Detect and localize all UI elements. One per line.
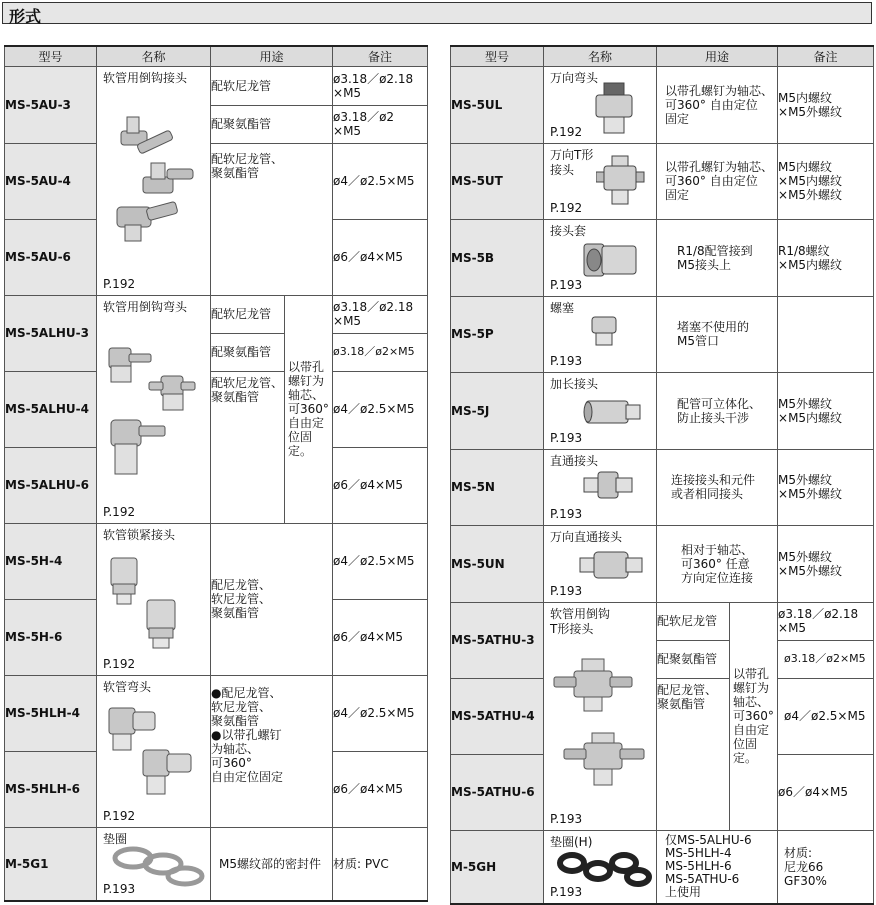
page-ref: P.193 bbox=[103, 882, 136, 896]
header-use: 用途 bbox=[657, 46, 778, 66]
product-name: 接头套 bbox=[550, 223, 587, 238]
use-cell: 配软尼龙管、 聚氨酯管 bbox=[211, 371, 285, 523]
page-ref: P.192 bbox=[103, 808, 136, 823]
adapter-bushing-image bbox=[582, 236, 642, 284]
product-cell-gh bbox=[544, 830, 657, 904]
note-cell: 材质: PVC bbox=[333, 827, 428, 901]
barb-fitting-image bbox=[107, 107, 197, 247]
universal-nipple-image bbox=[578, 544, 646, 588]
note-cell: M5外螺纹 ×M5外螺纹 bbox=[778, 525, 874, 602]
note-cell: ø3.18／ø2.18 ×M5 bbox=[778, 602, 874, 640]
product-name: 加长接头 bbox=[550, 376, 599, 391]
product-cell-j bbox=[544, 372, 657, 449]
header-use: 用途 bbox=[211, 46, 333, 66]
use-cell: 仅MS-5ALHU-6 MS-5HLH-4 MS-5HLH-6 MS-5ATHU-6 上使用 bbox=[657, 830, 778, 904]
product-cell-p bbox=[544, 296, 657, 372]
model-cell: MS-5H-4 bbox=[5, 523, 97, 599]
model-cell: MS-5B bbox=[451, 219, 544, 296]
model-cell: MS-5ALHU-4 bbox=[5, 371, 97, 447]
header-name: 名称 bbox=[97, 46, 211, 66]
barb-elbow-image bbox=[101, 338, 201, 488]
product-name: 垫圈 bbox=[103, 831, 128, 846]
product-cell-n bbox=[544, 449, 657, 525]
note-cell: ø6／ø4×M5 bbox=[333, 219, 428, 295]
model-cell: M-5G1 bbox=[5, 827, 97, 901]
use-cell: 配软尼龙管、 聚氨酯管 bbox=[211, 143, 333, 295]
header-model: 型号 bbox=[451, 46, 544, 66]
page-ref: P.193 bbox=[550, 506, 583, 521]
page-ref: P.193 bbox=[550, 885, 583, 899]
use-cell: M5螺纹部的密封件 bbox=[211, 827, 333, 901]
use-cell: R1/8配管接到 M5接头上 bbox=[657, 219, 778, 296]
note-cell: ø6／ø4×M5 bbox=[333, 599, 428, 675]
section-title: 形式 bbox=[9, 7, 42, 26]
use-cell: 配聚氨酯管 bbox=[211, 333, 285, 371]
page-ref: P.193 bbox=[550, 811, 583, 826]
model-cell: MS-5UT bbox=[451, 143, 544, 219]
product-cell-alhu bbox=[97, 295, 211, 523]
use-cell: 配软尼龙管 bbox=[657, 602, 730, 640]
note-cell: ø4／ø2.5×M5 bbox=[778, 678, 874, 754]
model-cell: MS-5ATHU-6 bbox=[451, 754, 544, 830]
nipple-image bbox=[580, 466, 640, 506]
product-name: 螺塞 bbox=[550, 300, 575, 315]
use-cell: 连接接头和元件 或者相同接头 bbox=[657, 449, 778, 525]
product-name: 软管弯头 bbox=[103, 679, 152, 694]
model-cell: MS-5ALHU-6 bbox=[5, 447, 97, 523]
product-cell-ut bbox=[544, 143, 657, 219]
model-cell: MS-5HLH-6 bbox=[5, 751, 97, 827]
model-cell: MS-5N bbox=[451, 449, 544, 525]
model-cell: MS-5HLH-4 bbox=[5, 675, 97, 751]
use-cell: 配软尼龙管 bbox=[211, 295, 285, 333]
extension-image bbox=[580, 391, 644, 435]
header-name: 名称 bbox=[544, 46, 657, 66]
hose-elbow-image bbox=[103, 702, 203, 812]
note-cell: M5内螺纹 ×M5外螺纹 bbox=[778, 66, 874, 143]
note-cell: ø3.18／ø2 ×M5 bbox=[333, 105, 428, 143]
left-spec-table bbox=[4, 45, 428, 902]
model-cell: MS-5ATHU-4 bbox=[451, 678, 544, 754]
note-cell: ø6／ø4×M5 bbox=[333, 751, 428, 827]
header-note: 备注 bbox=[778, 46, 874, 66]
product-cell-b bbox=[544, 219, 657, 296]
product-name: 垫圈(H) bbox=[550, 834, 593, 849]
note-cell: ø4／ø2.5×M5 bbox=[333, 523, 428, 599]
product-cell-g1 bbox=[97, 827, 211, 901]
plug-image bbox=[584, 313, 624, 353]
barb-tee-image bbox=[548, 653, 652, 793]
right-spec-table bbox=[450, 45, 874, 905]
product-name: 软管用倒钩接头 bbox=[103, 70, 188, 85]
use-cell: 配软尼龙管 bbox=[211, 66, 333, 105]
use-extra-cell: 以带孔 螺钉为 轴芯、 可360° 自由定 位固定。 bbox=[730, 602, 778, 830]
section-title-bar bbox=[2, 2, 872, 24]
use-cell: 配管可立体化、 防止接头干涉 bbox=[657, 372, 778, 449]
model-cell: MS-5ALHU-3 bbox=[5, 295, 97, 371]
product-cell-hlh bbox=[97, 675, 211, 827]
model-cell: MS-5J bbox=[451, 372, 544, 449]
page-ref: P.193 bbox=[550, 277, 583, 292]
note-cell bbox=[778, 296, 874, 372]
product-name: 软管锁紧接头 bbox=[103, 527, 176, 542]
header-note: 备注 bbox=[333, 46, 428, 66]
note-cell: ø6／ø4×M5 bbox=[778, 754, 874, 830]
page-ref: P.192 bbox=[103, 276, 136, 291]
model-cell: MS-5UN bbox=[451, 525, 544, 602]
product-name: 万向直通接头 bbox=[550, 529, 623, 544]
use-cell: 堵塞不使用的 M5管口 bbox=[657, 296, 778, 372]
note-cell: ø3.18／ø2×M5 bbox=[778, 640, 874, 678]
universal-tee-image bbox=[596, 154, 646, 210]
header-model: 型号 bbox=[5, 46, 97, 66]
page-ref: P.192 bbox=[103, 504, 136, 519]
note-cell: M5外螺纹 ×M5内螺纹 bbox=[778, 372, 874, 449]
note-cell: M5外螺纹 ×M5外螺纹 bbox=[778, 449, 874, 525]
model-cell: M-5GH bbox=[451, 830, 544, 904]
note-cell: ø6／ø4×M5 bbox=[333, 447, 428, 523]
product-cell-ul bbox=[544, 66, 657, 143]
note-cell: M5内螺纹 ×M5内螺纹 ×M5外螺纹 bbox=[778, 143, 874, 219]
page-ref: P.192 bbox=[550, 124, 583, 139]
model-cell: MS-5AU-3 bbox=[5, 66, 97, 143]
note-cell: R1/8螺纹 ×M5内螺纹 bbox=[778, 219, 874, 296]
gasket-image bbox=[109, 844, 209, 888]
lock-fitting-image bbox=[103, 552, 203, 652]
note-cell: 材质: 尼龙66 GF30% bbox=[778, 830, 874, 904]
product-cell-h bbox=[97, 523, 211, 675]
product-name: 直通接头 bbox=[550, 453, 599, 468]
universal-elbow-image bbox=[590, 81, 640, 137]
product-name: 软管用倒钩弯头 bbox=[103, 299, 188, 314]
note-cell: ø4／ø2.5×M5 bbox=[333, 675, 428, 751]
note-cell: ø4／ø2.5×M5 bbox=[333, 143, 428, 219]
model-cell: MS-5ATHU-3 bbox=[451, 602, 544, 678]
product-name: 软管用倒钩 T形接头 bbox=[550, 606, 611, 636]
product-name: 万向T形 接头 bbox=[550, 147, 594, 177]
use-cell: 配聚氨酯管 bbox=[211, 105, 333, 143]
model-cell: MS-5AU-6 bbox=[5, 219, 97, 295]
product-name: 万向弯头 bbox=[550, 70, 599, 85]
use-cell: 配尼龙管、 软尼龙管、 聚氨酯管 bbox=[211, 523, 333, 675]
note-cell: ø3.18／ø2×M5 bbox=[333, 333, 428, 371]
use-extra-cell: 以带孔 螺钉为 轴芯、 可360° 自由定 位固定。 bbox=[285, 295, 333, 523]
note-cell: ø4／ø2.5×M5 bbox=[333, 371, 428, 447]
use-cell: 以带孔螺钉为轴芯、 可360° 自由定位 固定 bbox=[657, 143, 778, 219]
product-cell-au bbox=[97, 66, 211, 295]
use-cell: ●配尼龙管、 软尼龙管、 聚氨酯管 ●以带孔螺钉 为轴芯、 可360° 自由定位固定 bbox=[211, 675, 333, 827]
gasket-h-image bbox=[554, 849, 654, 889]
product-cell-athu bbox=[544, 602, 657, 830]
page-ref: P.193 bbox=[550, 430, 583, 445]
page-ref: P.192 bbox=[103, 656, 136, 671]
note-cell: ø3.18／ø2.18 ×M5 bbox=[333, 66, 428, 105]
page-ref: P.192 bbox=[550, 200, 583, 215]
use-cell: 以带孔螺钉为轴芯、 可360° 自由定位 固定 bbox=[657, 66, 778, 143]
model-cell: MS-5P bbox=[451, 296, 544, 372]
model-cell: MS-5UL bbox=[451, 66, 544, 143]
product-cell-un bbox=[544, 525, 657, 602]
note-cell: ø3.18／ø2.18 ×M5 bbox=[333, 295, 428, 333]
model-cell: MS-5AU-4 bbox=[5, 143, 97, 219]
page-ref: P.193 bbox=[550, 353, 583, 368]
use-cell: 相对于轴芯、 可360° 任意 方向定位连接 bbox=[657, 525, 778, 602]
use-cell: 配聚氨酯管 bbox=[657, 640, 730, 678]
page-ref: P.193 bbox=[550, 583, 583, 598]
use-cell: 配尼龙管、 聚氨酯管 bbox=[657, 678, 730, 830]
model-cell: MS-5H-6 bbox=[5, 599, 97, 675]
